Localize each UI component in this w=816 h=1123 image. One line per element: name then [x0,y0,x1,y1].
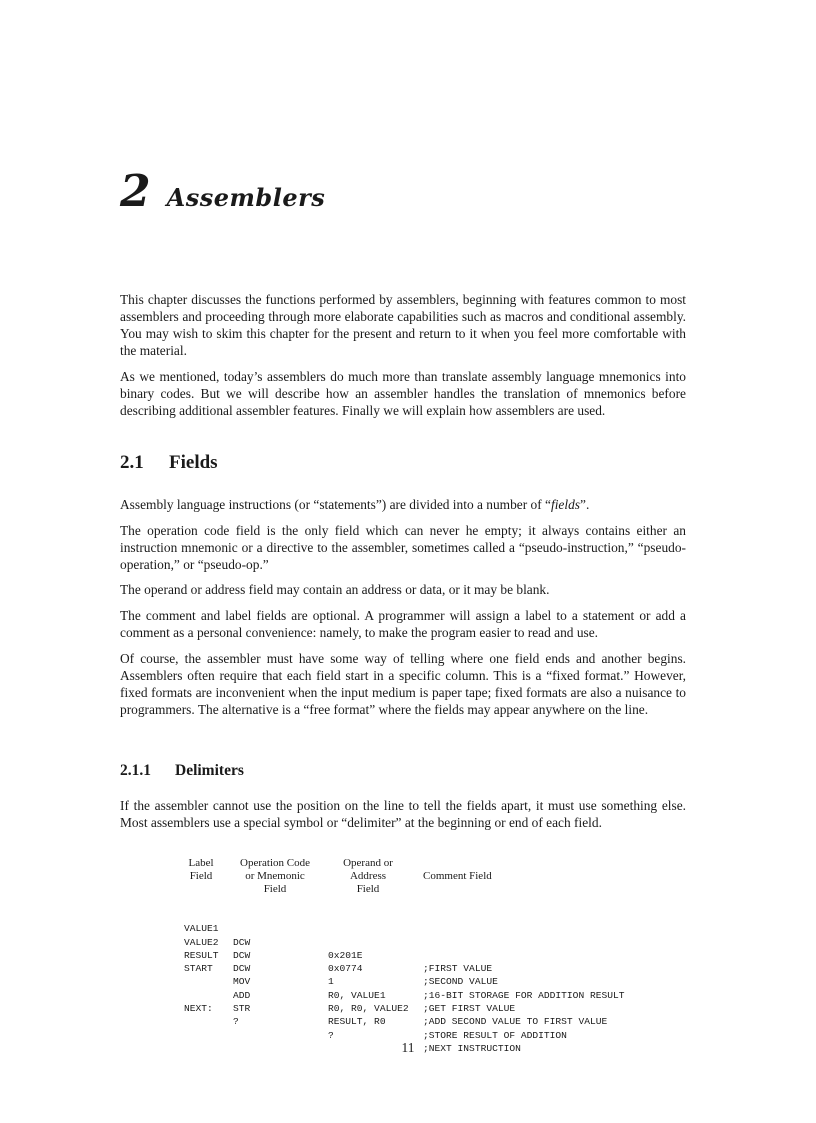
page-number: 11 [401,1040,415,1055]
code-label: NEXT: [184,1003,213,1015]
header-opcode-field: Operation Code or Mnemonic Field [240,857,310,895]
section-title: Fields [169,452,218,473]
code-comment: ;STORE RESULT OF ADDITION [423,1029,567,1041]
header-label-field: Label Field [188,857,214,882]
delimiters-paragraph-1: If the assembler cannot use the position on the line to tell the fields apart, it must use something else. Most assemblers use a special symbol or “delimiter” at the beginning or end of each field. [120,798,686,830]
assembly-code-table [180,857,640,1054]
code-operand: R0, VALUE1 [328,989,386,1001]
code-comment: ;16-BIT STORAGE FOR ADDITION RESULT [423,989,625,1001]
code-comment: ;ADD SECOND VALUE TO FIRST VALUE [423,1016,608,1028]
code-operand: RESULT, R0 [328,1016,386,1028]
code-label: RESULT [184,949,219,961]
code-comment: ;GET FIRST VALUE [423,1003,516,1015]
code-opcode: DCW [233,949,251,961]
fields-emphasis: fields [550,497,580,512]
header-comment-field: Comment Field [423,870,492,882]
subsection-number: 2.1.1 [120,762,151,779]
intro-paragraph-1: This chapter discusses the functions performed by assemblers, beginning with features common to most assemblers and proceeding through more elaborate capabilities such as macros and conditional assembly. You may wish to skim this chapter for the present and return to it when you feel more comfortable with the material. [120,292,686,358]
code-opcode: STR [233,1003,251,1015]
fields-p1-after: ”. [580,497,590,512]
code-label: START [184,963,213,975]
code-comment: ;FIRST VALUE [423,963,493,975]
section-heading-2-1 [120,452,218,474]
code-label: VALUE2 [184,936,219,948]
code-opcode: MOV [233,976,251,988]
code-comment: ;NEXT INSTRUCTION [423,1042,521,1054]
intro-paragraph-2: As we mentioned, today’s assemblers do much more than translate assembly language mnemonics into binary codes. But we will describe how an assembler handles the translation of mnemonics before describing additional assembler features. Finally we will explain how assemblers are used. [120,369,686,418]
code-opcode: ADD [233,989,251,1001]
chapter-number: 2 [120,166,151,217]
code-opcode: DCW [233,936,251,948]
code-comment: ;SECOND VALUE [423,976,498,988]
fields-p1-before: Assembly language instructions (or “statements”) are divided into a number of “ [120,497,551,512]
code-operand: R0, R0, VALUE2 [328,1003,409,1015]
code-operand: 1 [328,976,334,988]
header-operand-field: Operand or Address Field [343,857,393,895]
code-label: VALUE1 [184,923,219,935]
fields-paragraph-3: The operand or address field may contain an address or data, or it may be blank. [120,582,550,597]
code-rows [180,909,640,1054]
fields-paragraph-4: The comment and label fields are optional. A programmer will assign a label to a statement or add a comment as a personal convenience: namely, to make the program easier to read and use. [120,608,686,640]
code-operand: 0x201E [328,949,363,961]
code-opcode: ? [233,1016,239,1028]
code-opcode: DCW [233,963,251,975]
code-operand: ? [328,1029,334,1041]
fields-paragraph-1 [120,496,686,513]
fields-paragraph-5: Of course, the assembler must have some way of telling where one field ends and another begins. Assemblers often require that each field start in a specific column. This is a “fixed format.” However, fixed formats are inconvenient when the input medium is paper tape; fixed formats are also a nuisance to programmers. The alternative is a “free format” where the fields may appear anywhere on the line. [120,651,686,717]
code-table-header [180,857,640,899]
subsection-heading-2-1-1 [120,762,244,780]
fields-paragraph-2: The operation code field is the only field which can never he empty; it always contains either an instruction mnemonic or a directive to the assembler, sometimes called a “pseudo-instruction,” “pseudo-operation,” or “pseudo-op.” [120,523,686,572]
chapter-title: Assemblers [166,183,326,212]
chapter-heading [120,166,326,217]
section-number: 2.1 [120,452,144,473]
code-operand: 0x0774 [328,963,363,975]
subsection-title: Delimiters [175,762,244,779]
